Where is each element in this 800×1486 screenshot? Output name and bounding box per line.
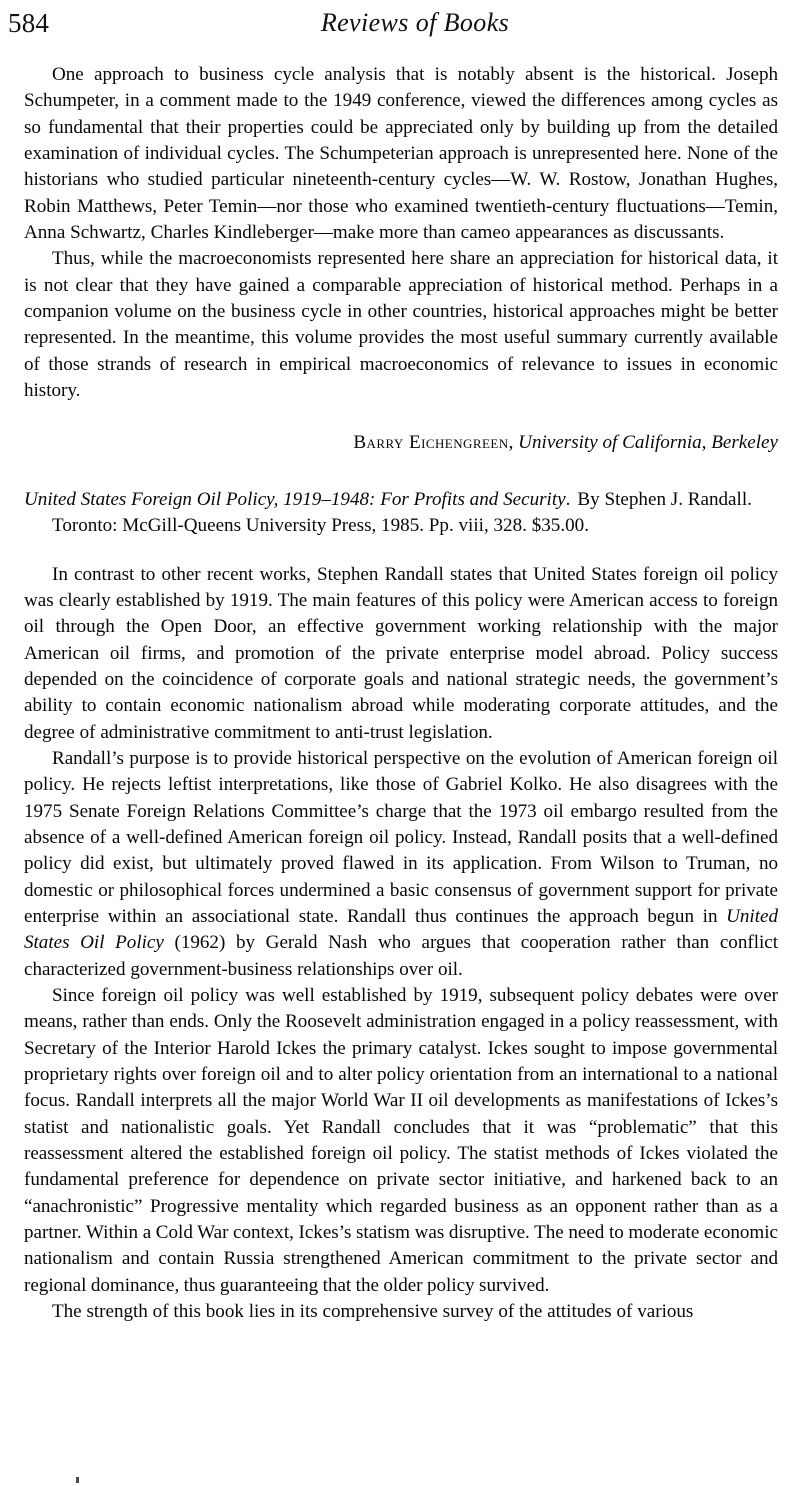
citation-title: United States Foreign Oil Policy, 1919–1948: For Profits and Security [24,488,566,510]
running-head-title: Reviews of Books [320,8,510,37]
review-one-paragraph-2: Thus, while the macroeconomists represented here share an appreciation for historical data, it is not clear that they have gained a comparable appreciation of historical method. Perhaps in a companion volume on the business cycle in other countries, historical approaches might be better represented. In the meantime, this volume provides the most useful summary currently available of those strands of research in empirical macroeconomics of relevance to issues in economic history. [24,248,778,402]
page-number: 584 [8,8,50,38]
review-two-paragraph-3: Since foreign oil policy was well established by 1919, subsequent policy debates were over means, rather than ends. Only the Roosevelt administration engaged in a policy reassessment, with Secretary of the Interior Harold Ickes the primary catalyst. Ickes sought to impose governmental proprietary rights over foreign oil and to alter policy orientation from an international to a national focus. Randall interprets all the major World War II oil developments as manifestations of Ickes’s statist and nationalistic goals. Yet Randall concludes that it was “problematic” that this reassessment altered the established foreign oil policy. The statist methods of Ickes violated the fundamental preference for dependence on private sector initiative, and harkened back to an “anachronistic” Progressive mentality which regarded business as an opponent rather than as a partner. Within a Cold War context, Ickes’s statism was disruptive. The need to moderate economic nationalism and contain Russia strengthened American commitment to the private sector and regional dominance, thus guaranteeing that the older policy survived. [24,985,778,1296]
reviewer-signature [24,404,778,456]
review-two-paragraph-1: In contrast to other recent works, Stephen Randall states that United States foreign oil policy was clearly established by 1919. The main features of this policy were American access to foreign oil through the Open Door, an effective government working relationship with the major American oil firms, and promotion of the private enterprise model abroad. Policy success depended on the coincidence of corporate goals and national strategic needs, the government’s ability to contain economic nationalism abroad while moderating corporate attitudes, and the degree of administrative commitment to anti-trust legislation. [24,563,778,743]
inline-book-title: United States Oil Policy [24,905,778,954]
review-two-paragraph-4: The strength of this book lies in its comprehensive survey of the attitudes of various [52,1301,694,1323]
citation-title-terminator: . [565,488,571,510]
citation-imprint: By Stephen J. Randall. Toronto: McGill-Queens University Press, 1985. Pp. viii, 328. $35.00. [52,488,752,537]
reviewer-affiliation: University of California, Berkeley [518,432,778,454]
review-two-paragraph-2: Randall’s purpose is to provide historical perspective on the evolution of American foreign oil policy. He rejects leftist interpretations, like those of Gabriel Kolko. He also disagrees with the 1975 Senate Foreign Relations Committee’s charge that the 1973 oil embargo resulted from the absence of a well-defined American foreign oil policy. Instead, Randall posits that a well-defined policy did exist, but ultimately proved flawed in its application. From Wilson to Truman, no domestic or philosophical forces undermined a basic consensus of government support for private enterprise within an associational state. Randall thus continues the approach begun in United States Oil Policy (1962) by Gerald Nash who argues that cooperation rather than conflict characterized government-business relationships over oil. [24,747,779,980]
review-one-paragraph-1: One approach to business cycle analysis that is notably absent is the historical. Joseph Schumpeter, in a comment made to the 1949 conference, viewed the differences among cycles as so fundamental that their properties could be appreciated only by building up from the detailed examination of individual cycles. The Schumpeterian approach is unrepresented here. None of the historians who studied particular nineteenth-century cycles—W. W. Rostow, Jonathan Hughes, Robin Matthews, Peter Temin—nor those who examined twentieth-century fluctuations—Temin, Anna Schwartz, Charles Kindleberger—make more than cameo appearances as discussants. [24,64,778,244]
text-column [24,62,778,1325]
book-citation [24,457,778,540]
signature-separator: , [508,432,519,454]
reviewer-name: Barry Eichengreen [353,432,509,454]
citation-spacing [24,540,778,562]
running-head [0,6,800,46]
scan-artifact-speck [76,1477,79,1483]
